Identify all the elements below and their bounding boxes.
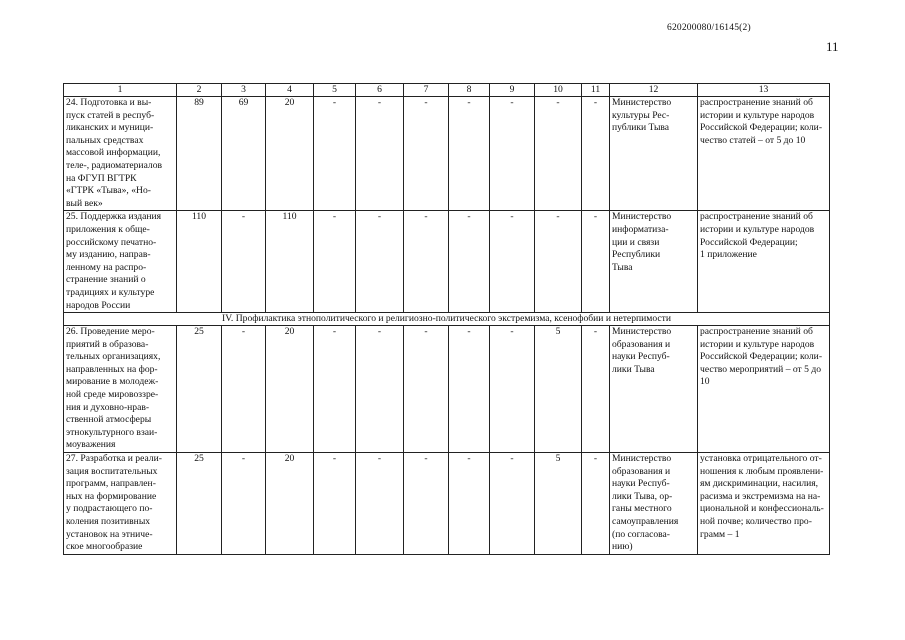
funding-value: - <box>582 97 610 211</box>
funding-value: - <box>222 211 266 313</box>
activity-name: 26. Проведение меро- приятий в образова- тельных организациях, направленных на фор- мирование в молодеж- ной среде мировоззре- ния и духовно-нрав- ственной атмосферы этнокультурного взаи- моуважения <box>64 326 177 453</box>
funding-value: - <box>314 211 356 313</box>
funding-value: 20 <box>266 97 314 211</box>
funding-value: 20 <box>266 326 314 453</box>
activity-name: 27. Разработка и реали- зация воспитательных программ, направлен- ных на формирование у подрастающего по- коления позитивных установок на этниче- ское многообразие <box>64 453 177 555</box>
funding-value: - <box>222 326 266 453</box>
funding-value: - <box>404 211 449 313</box>
funding-total: 25 <box>177 453 222 555</box>
column-header: 7 <box>404 84 449 97</box>
funding-value: - <box>356 211 404 313</box>
responsible-executor: Министерство информатиза- ции и связи Республики Тыва <box>610 211 698 313</box>
column-header: 13 <box>698 84 830 97</box>
funding-value: - <box>535 97 582 211</box>
column-header: 5 <box>314 84 356 97</box>
activity-name: 25. Поддержка издания приложения к обще- российскому печатно- му изданию, направ- ленному на распро- странение знаний о традициях и культуре народов России <box>64 211 177 313</box>
funding-value: - <box>222 453 266 555</box>
section-title: IV. Профилактика этнополитического и религиозно-политического экстремизма, ксенофобии и нетерпимости <box>64 313 830 326</box>
expected-result: распространение знаний об истории и культуре народов Российской Федерации; коли- чество статей – от 5 до 10 <box>698 97 830 211</box>
funding-value: - <box>404 97 449 211</box>
funding-value: - <box>314 326 356 453</box>
funding-value: - <box>490 211 535 313</box>
program-activities-table <box>63 83 830 555</box>
responsible-executor: Министерство образования и науки Респуб- лики Тыва, ор- ганы местного самоуправления (по согласова- нию) <box>610 453 698 555</box>
funding-total: 110 <box>177 211 222 313</box>
funding-value: 20 <box>266 453 314 555</box>
responsible-executor: Министерство образования и науки Респуб- лики Тыва <box>610 326 698 453</box>
column-header: 3 <box>222 84 266 97</box>
funding-value: 69 <box>222 97 266 211</box>
funding-value: - <box>314 97 356 211</box>
section-heading-row <box>64 313 830 326</box>
column-header: 4 <box>266 84 314 97</box>
funding-value: - <box>582 326 610 453</box>
document-id: 620200080/16145(2) <box>667 23 751 33</box>
column-header: 11 <box>582 84 610 97</box>
funding-value: 110 <box>266 211 314 313</box>
funding-value: - <box>449 211 490 313</box>
funding-value: - <box>449 326 490 453</box>
activity-name: 24. Подготовка и вы- пуск статей в респуб- ликанских и муници- пальных средствах массовой информации, теле-, радиоматериалов на ФГУП ВГТРК «ГТРК «Тыва», «Но- вый век» <box>64 97 177 211</box>
funding-value: - <box>490 453 535 555</box>
expected-result: распространение знаний об истории и культуре народов Российской Федерации; 1 приложение <box>698 211 830 313</box>
table-header-row <box>64 84 830 97</box>
column-header: 9 <box>490 84 535 97</box>
table-row <box>64 453 830 555</box>
funding-value: - <box>404 326 449 453</box>
funding-value: - <box>404 453 449 555</box>
funding-value: 5 <box>535 326 582 453</box>
funding-value: - <box>314 453 356 555</box>
funding-value: - <box>356 453 404 555</box>
page-number: 11 <box>826 39 839 54</box>
table-row <box>64 211 830 313</box>
expected-result: распространение знаний об истории и культуре народов Российской Федерации; коли- чество мероприятий – от 5 до 10 <box>698 326 830 453</box>
funding-value: - <box>490 97 535 211</box>
funding-value: - <box>582 211 610 313</box>
funding-value: - <box>449 97 490 211</box>
column-header: 12 <box>610 84 698 97</box>
expected-result: установка отрицательного от- ношения к любым проявлени- ям дискриминации, насилия, расизма и экстремизма на на- циональной и конфессиональ- ной почве; количество про- грамм – 1 <box>698 453 830 555</box>
column-header: 2 <box>177 84 222 97</box>
funding-value: - <box>535 211 582 313</box>
funding-value: - <box>356 326 404 453</box>
funding-value: - <box>582 453 610 555</box>
funding-total: 25 <box>177 326 222 453</box>
column-header: 8 <box>449 84 490 97</box>
table-row <box>64 326 830 453</box>
funding-value: 5 <box>535 453 582 555</box>
responsible-executor: Министерство культуры Рес- публики Тыва <box>610 97 698 211</box>
funding-value: - <box>490 326 535 453</box>
funding-value: - <box>356 97 404 211</box>
column-header: 6 <box>356 84 404 97</box>
table-row <box>64 97 830 211</box>
column-header: 1 <box>64 84 177 97</box>
column-header: 10 <box>535 84 582 97</box>
funding-total: 89 <box>177 97 222 211</box>
funding-value: - <box>449 453 490 555</box>
